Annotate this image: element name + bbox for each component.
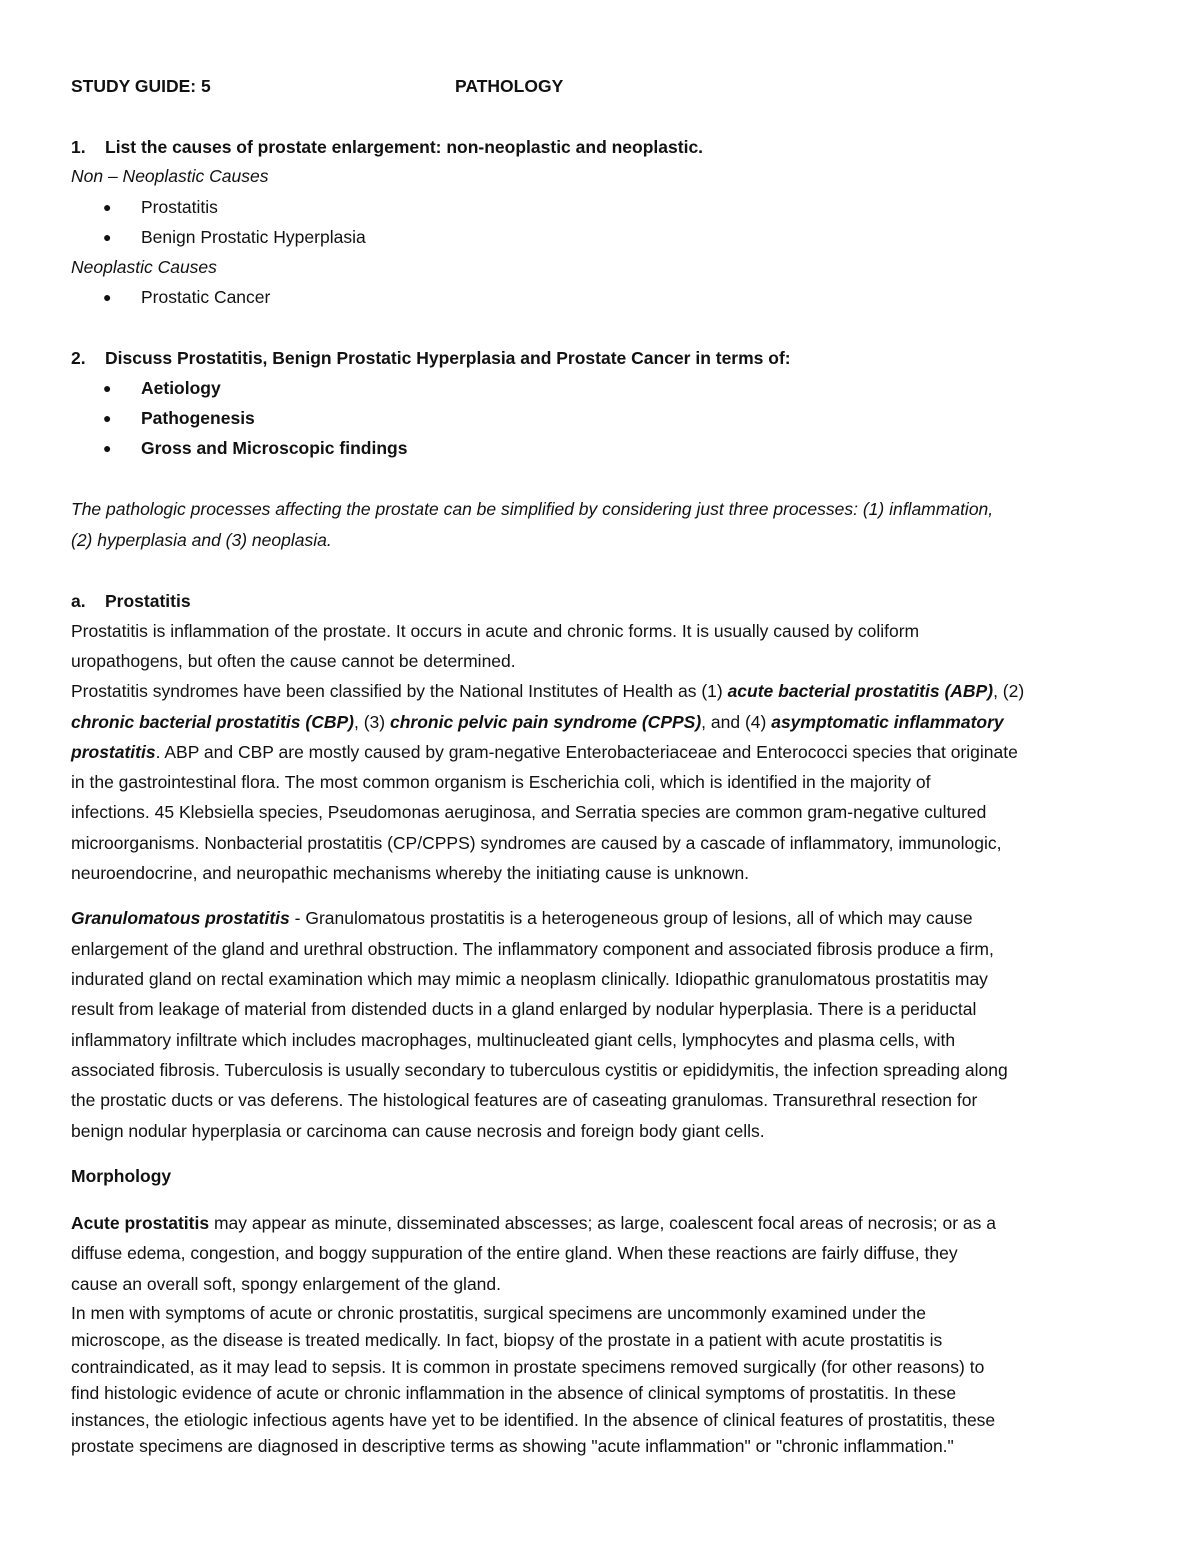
list-item — [103, 438, 407, 458]
list-item-label: Gross and Microscopic findings — [141, 438, 408, 458]
term-abp: acute bacterial prostatitis (ABP) — [727, 681, 994, 701]
intro-line: The pathologic processes affecting the prostate can be simplified by considering just three processes: (1) inflammation, — [71, 499, 994, 519]
term-asymptomatic: asymptomatic inflammatory — [771, 712, 1004, 732]
paragraph-line: the prostatic ducts or vas deferens. The histological features are of caseating granulomas. Transurethral resection for — [71, 1090, 978, 1110]
paragraph-line: in the gastrointestinal flora. The most common organism is Escherichia coli, which is identified in the majority of — [71, 772, 931, 792]
text-span: may appear as minute, disseminated abscesses; as large, coalescent focal areas of necrosis; or as a — [209, 1213, 997, 1233]
term-cpps: chronic pelvic pain syndrome (CPPS) — [389, 712, 702, 732]
paragraph-line: prostate specimens are diagnosed in descriptive terms as showing "acute inflammation" or "chronic inflammation." — [71, 1436, 954, 1456]
subject-label: PATHOLOGY — [455, 76, 564, 96]
bullet-icon: ● — [103, 410, 112, 426]
list-item — [103, 227, 366, 247]
paragraph-line — [71, 908, 973, 928]
paragraph-line — [71, 712, 1004, 732]
bullet-icon: ● — [103, 289, 112, 305]
paragraph-line: enlargement of the gland and urethral obstruction. The inflammatory component and associated fibrosis produce a firm, — [71, 939, 994, 959]
section-title: Prostatitis — [105, 591, 191, 611]
paragraph-line — [71, 742, 1018, 762]
paragraph-line: infections. 45 Klebsiella species, Pseudomonas aeruginosa, and Serratia species are common gram-negative cultured — [71, 802, 987, 822]
list-item — [103, 197, 218, 217]
paragraph-line: inflammatory infiltrate which includes macrophages, multinucleated giant cells, lymphocytes and plasma cells, with — [71, 1030, 956, 1050]
paragraph-line: contraindicated, as it may lead to sepsis. It is common in prostate specimens removed surgically (for other reasons) to — [71, 1357, 985, 1377]
text-span: , and (4) — [701, 712, 772, 732]
morphology-heading: Morphology — [71, 1166, 172, 1186]
paragraph-line: microorganisms. Nonbacterial prostatitis (CP/CPPS) syndromes are caused by a cascade of inflammatory, immunologic, — [71, 833, 1002, 853]
paragraph-line: cause an overall soft, spongy enlargement of the gland. — [71, 1274, 501, 1294]
bullet-icon: ● — [103, 380, 112, 396]
question-2-text: Discuss Prostatitis, Benign Prostatic Hyperplasia and Prostate Cancer in terms of: — [105, 348, 791, 368]
list-item-label: Aetiology — [141, 378, 221, 398]
study-guide-label: STUDY GUIDE: 5 — [71, 76, 211, 96]
paragraph-line: diffuse edema, congestion, and boggy suppuration of the entire gland. When these reactions are fairly diffuse, they — [71, 1243, 958, 1263]
question-1 — [71, 137, 703, 157]
intro-line: (2) hyperplasia and (3) neoplasia. — [71, 530, 332, 550]
section-letter: a. — [71, 591, 86, 611]
list-item — [103, 408, 255, 428]
paragraph-line — [71, 681, 1024, 701]
paragraph-line: uropathogens, but often the cause cannot be determined. — [71, 651, 516, 671]
term-acute-prostatitis: Acute prostatitis — [71, 1213, 210, 1233]
term-granulomatous: Granulomatous prostatitis — [71, 908, 290, 928]
question-1-text: List the causes of prostate enlargement: non-neoplastic and neoplastic. — [105, 137, 704, 157]
question-2 — [71, 348, 791, 368]
term-cbp: chronic bacterial prostatitis (CBP) — [71, 712, 354, 732]
paragraph-line: microscope, as the disease is treated medically. In fact, biopsy of the prostate in a patient with acute prostatitis is — [71, 1330, 943, 1350]
paragraph-line: find histologic evidence of acute or chronic inflammation in the absence of clinical symptoms of prostatitis. In these — [71, 1383, 957, 1403]
list-item — [103, 378, 221, 398]
bullet-icon: ● — [103, 229, 112, 245]
paragraph-line: Prostatitis is inflammation of the prostate. It occurs in acute and chronic forms. It is usually caused by coliform — [71, 621, 920, 641]
text-span: . ABP and CBP are mostly caused by gram-negative Enterobacteriaceae and Enterococci species that originate — [155, 742, 1018, 762]
list-item-label: Prostatitis — [141, 197, 218, 217]
paragraph-line: benign nodular hyperplasia or carcinoma can cause necrosis and foreign body giant cells. — [71, 1121, 765, 1141]
question-2-number: 2. — [71, 348, 86, 368]
list-item — [103, 287, 270, 307]
bullet-icon: ● — [103, 440, 112, 456]
paragraph-line: instances, the etiologic infectious agents have yet to be identified. In the absence of clinical features of prostatitis, these — [71, 1410, 996, 1430]
question-1-number: 1. — [71, 137, 86, 157]
text-span: - Granulomatous prostatitis is a heterogeneous group of lesions, all of which may cause — [289, 908, 973, 928]
text-span: , (3) — [353, 712, 390, 732]
section-heading — [71, 591, 191, 611]
paragraph-line — [71, 1213, 996, 1233]
neoplastic-heading: Neoplastic Causes — [71, 257, 217, 277]
list-item-label: Prostatic Cancer — [141, 287, 271, 307]
list-item-label: Pathogenesis — [141, 408, 255, 428]
bullet-icon: ● — [103, 199, 112, 215]
text-span: , (2) — [993, 681, 1025, 701]
paragraph-line: indurated gland on rectal examination which may mimic a neoplasm clinically. Idiopathic granulomatous prostatitis may — [71, 969, 988, 989]
text-span: Prostatitis syndromes have been classified by the National Institutes of Health as (1) — [71, 681, 728, 701]
paragraph-line: associated fibrosis. Tuberculosis is usually secondary to tuberculous cystitis or epididymitis, the infection spreading along — [71, 1060, 1008, 1080]
paragraph-line: neuroendocrine, and neuropathic mechanisms whereby the initiating cause is unknown. — [71, 863, 750, 883]
term-prostatitis: prostatitis — [71, 742, 156, 762]
non-neoplastic-heading: Non – Neoplastic Causes — [71, 166, 269, 186]
paragraph-line: result from leakage of material from distended ducts in a gland enlarged by nodular hyperplasia. There is a periductal — [71, 999, 977, 1019]
list-item-label: Benign Prostatic Hyperplasia — [141, 227, 366, 247]
paragraph-line: In men with symptoms of acute or chronic prostatitis, surgical specimens are uncommonly examined under the — [71, 1303, 926, 1323]
